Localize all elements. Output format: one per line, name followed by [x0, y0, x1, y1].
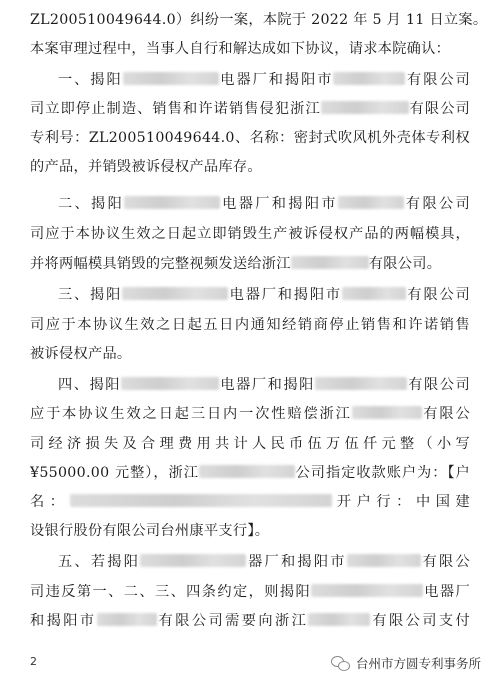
text-line: 二、揭阳 电器厂和揭阳市 有限公司	[58, 196, 470, 212]
redacted-text	[338, 196, 404, 209]
text-line: 司应于本协议生效之日起五日内通知经销商停止销售和许诺销售	[30, 317, 470, 333]
redacted-text	[123, 72, 219, 85]
text-line: 司违反第一、二、三、四条约定，则揭阳 电器厂	[30, 584, 470, 600]
watermark	[327, 652, 485, 674]
redacted-text	[321, 101, 409, 114]
redacted-text	[124, 196, 220, 209]
text-line: 一、揭阳 电器厂和揭阳市 有限公司	[58, 72, 470, 88]
redacted-text	[342, 287, 406, 300]
wechat-icon	[331, 655, 351, 671]
redacted-text	[199, 465, 295, 478]
text-line: 本案审理过程中，当事人自行和解达成如下协议，请求本院确认：	[30, 41, 451, 57]
redacted-text	[97, 613, 157, 626]
text-line: 三、揭阳 电器厂和揭阳市 有限公司	[58, 287, 470, 303]
redacted-text	[347, 554, 421, 567]
text-line: ¥55000.00 元整），浙江 公司指定收款账户为：【户	[30, 465, 470, 481]
text-line: 被诉侵权产品。	[30, 346, 132, 362]
redacted-text	[333, 72, 405, 85]
text-line: 设银行股份有限公司台州康平支行】。	[30, 523, 270, 539]
redacted-text	[291, 256, 369, 269]
redacted-text	[311, 584, 423, 597]
text-line: 和揭阳市 有限公司需要向浙江 有限公司支付	[30, 613, 470, 629]
text-line: 应于本协议生效之日起三日内一次性赔偿浙江 有限公	[30, 406, 470, 422]
redacted-text	[70, 494, 332, 507]
redacted-text	[315, 377, 407, 390]
text-line: 四、揭阳 电器厂和揭阳 有限公司	[58, 377, 470, 393]
redacted-text	[122, 287, 228, 300]
redacted-text	[121, 377, 219, 390]
redacted-text	[140, 554, 246, 567]
text-line: 的产品，并销毁被诉侵权产品库存。	[30, 159, 262, 175]
redacted-text	[308, 613, 370, 626]
text-line: 专利号：ZL200510049644.0、名称：密封式吹风机外壳体专利权	[30, 130, 470, 146]
redacted-text	[352, 406, 422, 419]
text-line: 并将两幅模具销毁的完整视频发送给浙江 有限公司。	[30, 256, 442, 272]
watermark-text: 台州市方圆专利事务所	[355, 656, 481, 671]
text-line: 五、若揭阳 器厂和揭阳市 有限公	[58, 554, 470, 570]
text-line: 名： 开户行：中国建	[30, 494, 470, 510]
text-line: ZL200510049644.0）纠纷一案，本院于 2022 年 5 月 11 日立案。	[30, 12, 488, 28]
text-line: 司应于本协议生效之日起立即销毁生产被诉侵权产品的两幅模具，	[30, 226, 470, 242]
text-line: 司经济损失及合理费用共计人民币伍万伍仟元整（小写	[30, 436, 470, 452]
text-line: 司立即停止制造、销售和许诺销售侵犯浙江 有限公司	[30, 101, 470, 117]
page-number: 2	[30, 655, 37, 668]
